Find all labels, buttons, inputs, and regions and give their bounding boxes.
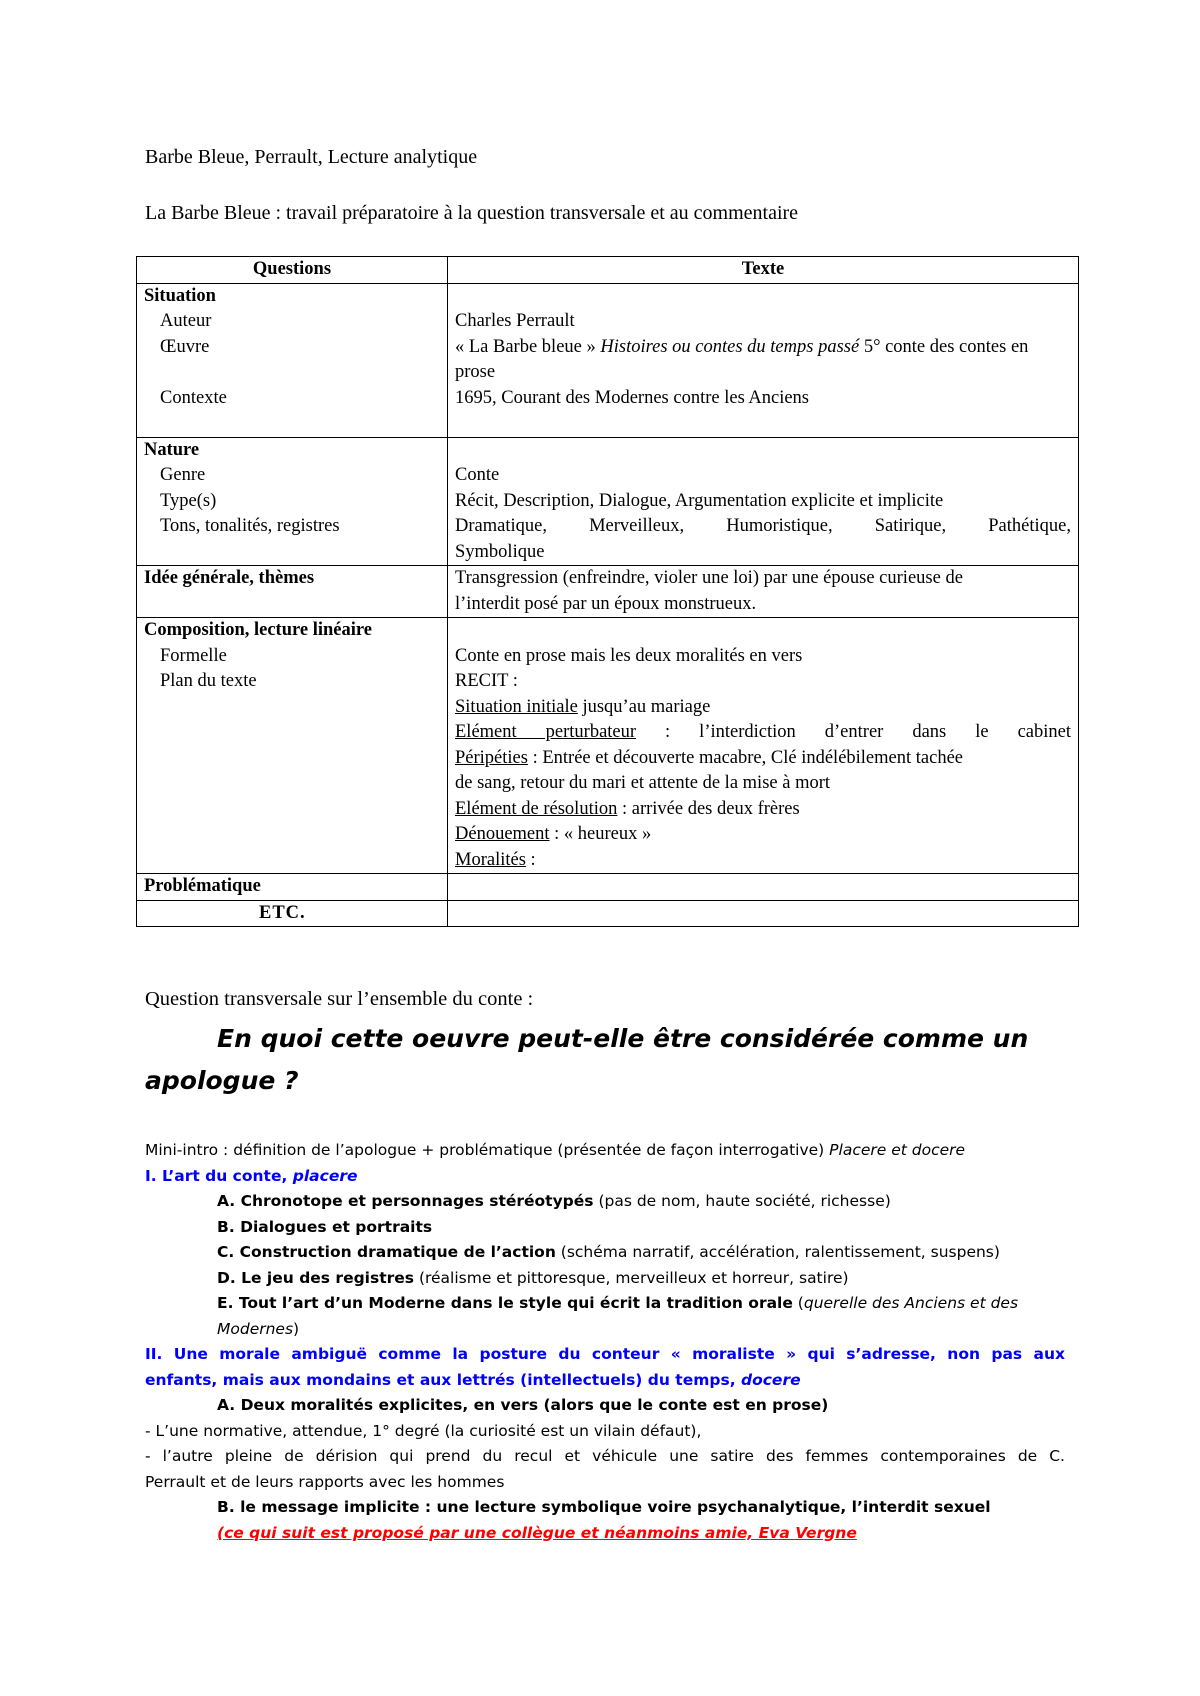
part-two-heading-line1: II. Une morale ambiguë comme la posture du conteur « moraliste » qui s’adresse, non pas aux (145, 1345, 1065, 1363)
formelle-value: Conte en prose mais les deux moralités en vers (455, 645, 803, 666)
genre-label: Genre (160, 465, 206, 485)
table-row-idee (137, 566, 1079, 618)
idee-value-line2: l’interdit posé par un époux monstrueux. (455, 593, 757, 614)
header-questions: Questions (137, 257, 448, 284)
moralites: Moralités : (455, 849, 536, 870)
table-header-row (137, 257, 1079, 284)
analysis-table (136, 256, 1079, 927)
problematique-heading: Problématique (144, 876, 261, 896)
document-subtitle: La Barbe Bleue : travail préparatoire à la question transversale et au commentaire (145, 202, 799, 224)
question-line1: En quoi cette oeuvre peut-elle être considérée comme un (217, 1024, 1029, 1053)
table-row-problematique (137, 874, 1079, 901)
question-heading: Question transversale sur l’ensemble du conte : (145, 988, 534, 1010)
part-one-heading: I. L’art du conte, placere (145, 1166, 358, 1185)
question-line2: apologue ? (145, 1066, 299, 1095)
part-two-b: B. le message implicite : une lecture symbolique voire psychanalytique, l’interdit sexuel (217, 1498, 991, 1516)
situation-heading: Situation (144, 285, 216, 306)
part-two-a-line3: Perrault et de leurs rapports avec les hommes (145, 1472, 505, 1491)
peripeties: Péripéties : Entrée et découverte macabre, Clé indélébilement tachée (455, 747, 963, 768)
document-title: Barbe Bleue, Perrault, Lecture analytique (145, 146, 478, 168)
part-one-b: B. Dialogues et portraits (217, 1217, 433, 1236)
table-row-etc (137, 900, 1079, 927)
part-one-d: D. Le jeu des registres (réalisme et pittoresque, merveilleux et horreur, satire) (217, 1268, 849, 1287)
situation-initiale: Situation initiale jusqu’au mariage (455, 696, 711, 717)
etc-label: ETC. (259, 902, 306, 923)
peripeties-line2: de sang, retour du mari et attente de la mise à mort (455, 773, 831, 793)
contexte-label: Contexte (160, 387, 227, 408)
auteur-label: Auteur (160, 311, 212, 331)
types-value: Récit, Description, Dialogue, Argumentation explicite et implicite (455, 490, 944, 511)
mini-intro: Mini-intro : définition de l’apologue + problématique (présentée de façon interrogative) Placere et docere (145, 1141, 966, 1159)
part-one-e-cont: Modernes) (217, 1319, 300, 1338)
idee-value-line1: Transgression (enfreindre, violer une loi) par une épouse curieuse de (455, 568, 963, 588)
essay-outline (145, 1138, 1065, 1546)
header-texte: Texte (448, 257, 1079, 284)
red-note: (ce qui suit est proposé par une collègue et néanmoins amie, Eva Vergne (217, 1523, 857, 1542)
genre-value: Conte (455, 465, 500, 485)
contexte-value: 1695, Courant des Modernes contre les Anciens (455, 387, 809, 408)
composition-heading: Composition, lecture linéaire (144, 620, 372, 640)
table-row-situation (137, 283, 1079, 437)
part-two-a-line2: - l’autre pleine de dérision qui prend du recul et véhicule une satire des femmes contemporaines de C. (145, 1447, 1065, 1465)
part-two-a-line1: - L’une normative, attendue, 1° degré (la curiosité est un vilain défaut), (145, 1421, 702, 1440)
tons-label: Tons, tonalités, registres (160, 516, 340, 536)
part-two-heading-line2: enfants, mais aux mondains et aux lettrés (intellectuels) du temps, docere (145, 1370, 801, 1389)
tons-value-line2: Symbolique (455, 541, 545, 562)
nature-heading: Nature (144, 439, 200, 460)
oeuvre-value: « La Barbe bleue » Histoires ou contes du temps passé 5° conte des contes en prose (455, 336, 1029, 382)
types-label: Type(s) (160, 490, 217, 511)
formelle-label: Formelle (160, 645, 227, 666)
tons-value-line1: Dramatique, Merveilleux, Humoristique, Satirique, Pathétique, (455, 516, 1071, 536)
auteur-value: Charles Perrault (455, 311, 575, 331)
table-row-composition (137, 618, 1079, 874)
idee-heading: Idée générale, thèmes (144, 568, 315, 588)
part-one-c: C. Construction dramatique de l’action (schéma narratif, accélération, ralentissement, suspens) (217, 1243, 1000, 1261)
part-one-a: A. Chronotope et personnages stéréotypés (pas de nom, haute société, richesse) (217, 1192, 891, 1210)
element-perturbateur: Elément perturbateur : l’interdiction d’entrer dans le cabinet (455, 722, 1071, 742)
part-one-e: E. Tout l’art d’un Moderne dans le style qui écrit la tradition orale (querelle des Anciens et des (217, 1294, 1019, 1312)
question-text (145, 1018, 1045, 1102)
oeuvre-label: Œuvre (160, 336, 210, 357)
table-row-nature (137, 437, 1079, 566)
element-resolution: Elément de résolution : arrivée des deux frères (455, 798, 800, 819)
denouement: Dénouement : « heureux » (455, 824, 652, 844)
part-two-a: A. Deux moralités explicites, en vers (alors que le conte est en prose) (217, 1396, 829, 1414)
recit-label: RECIT : (455, 671, 518, 691)
plan-label: Plan du texte (160, 671, 257, 691)
